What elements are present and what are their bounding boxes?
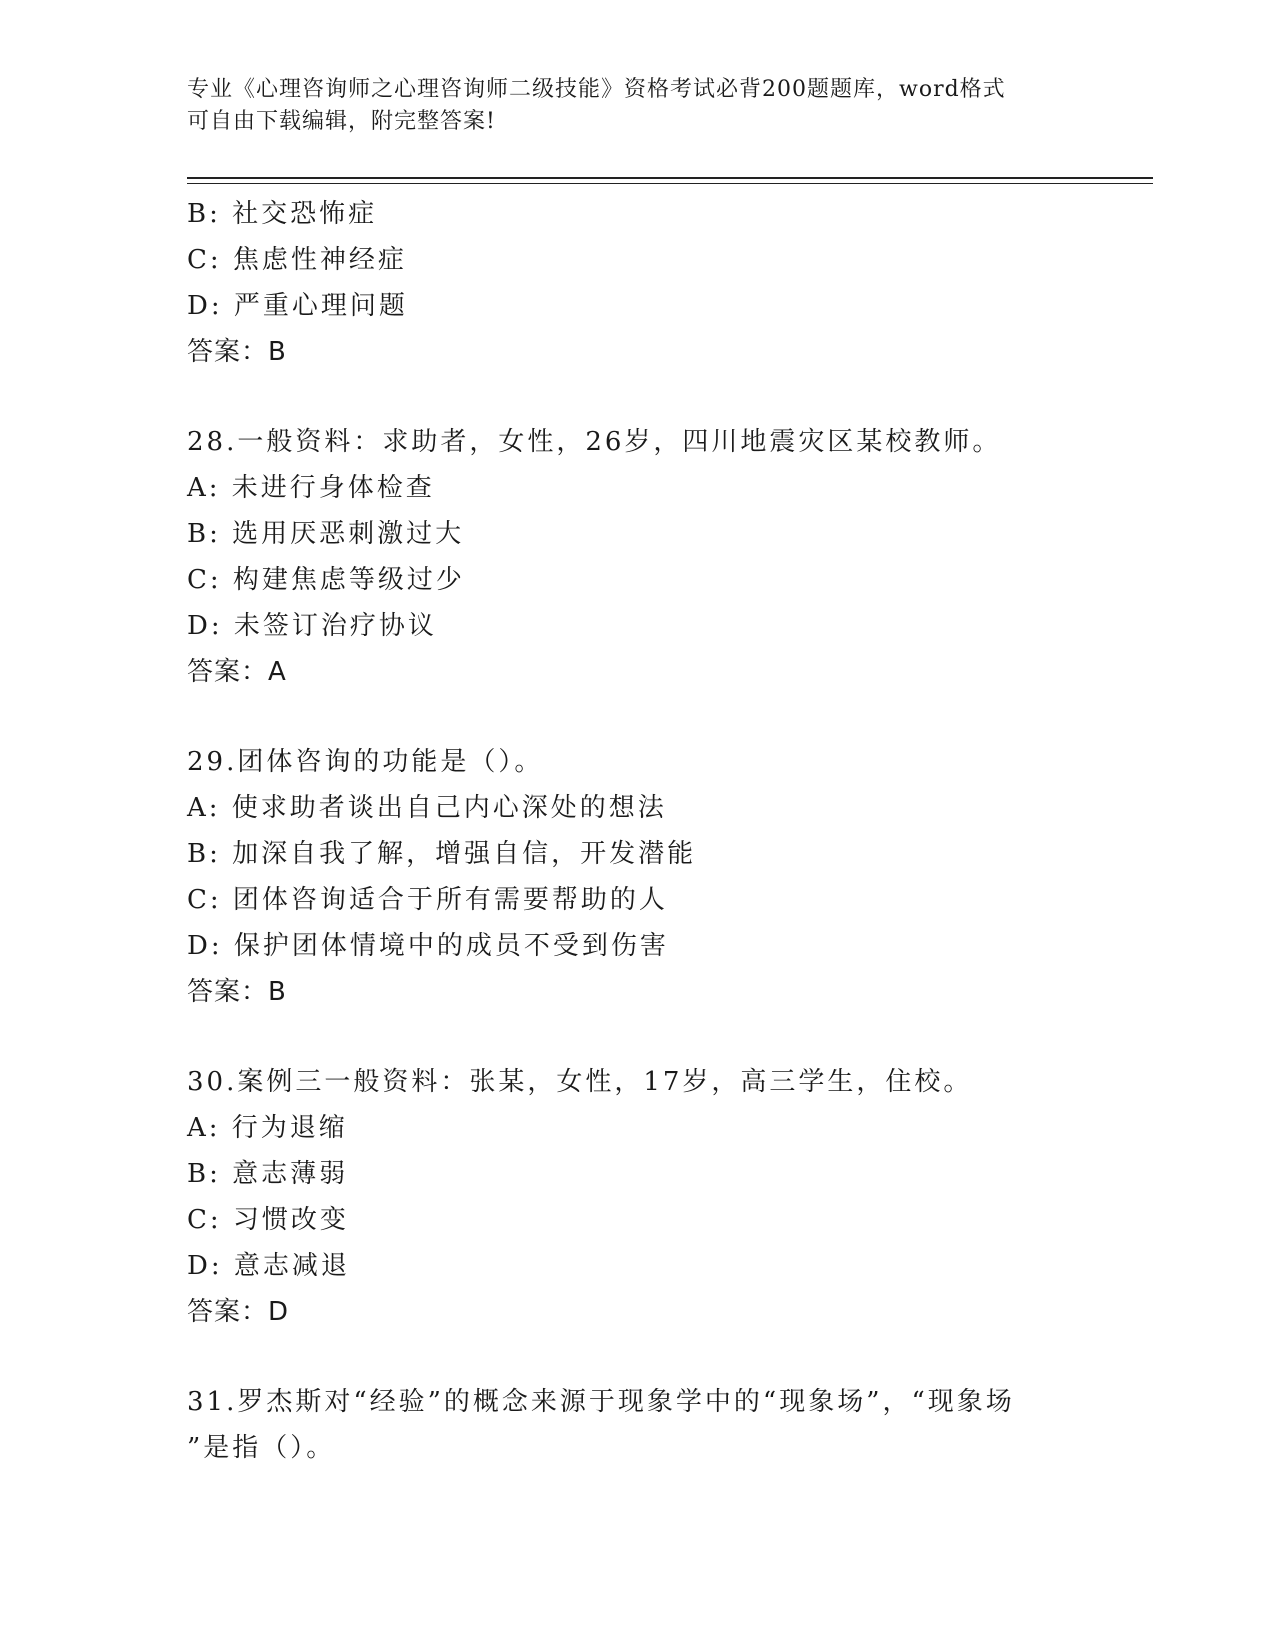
answer-line: 答案：B <box>187 977 287 1007</box>
document-header <box>187 74 1087 138</box>
header-title-line-1: 专业《心理咨询师之心理咨询师二级技能》资格考试必背200题题库，word格式 <box>187 77 1006 102</box>
option-d: D: 意志减退 <box>187 1251 350 1281</box>
option-c: C: 焦虑性神经症 <box>187 245 407 275</box>
answer-line: 答案：A <box>187 657 287 687</box>
question-31 <box>187 1379 1153 1471</box>
option-b: B: 社交恐怖症 <box>187 199 378 229</box>
header-divider-thick <box>187 177 1153 179</box>
option-d: D: 未签订治疗协议 <box>187 611 437 641</box>
question-text-line-1: 31.罗杰斯对“经验”的概念来源于现象学中的“现象场”，“现象场 <box>187 1387 1015 1417</box>
option-d: D: 严重心理问题 <box>187 291 408 321</box>
question-text: 28.一般资料：求助者，女性，26岁，四川地震灾区某校教师。 <box>187 427 1002 457</box>
question-30 <box>187 1059 1153 1335</box>
question-27-continuation <box>187 191 1153 375</box>
option-c: C: 团体咨询适合于所有需要帮助的人 <box>187 885 668 915</box>
question-28 <box>187 419 1153 695</box>
header-title-line-2: 可自由下载编辑，附完整答案! <box>187 109 496 134</box>
option-c: C: 构建焦虑等级过少 <box>187 565 465 595</box>
header-divider-thin <box>187 183 1153 184</box>
option-b: B: 选用厌恶刺激过大 <box>187 519 465 549</box>
option-d: D: 保护团体情境中的成员不受到伤害 <box>187 931 669 961</box>
question-text: 30.案例三一般资料：张某，女性，17岁，高三学生，住校。 <box>187 1067 973 1097</box>
option-a: A: 使求助者谈出自己内心深处的想法 <box>187 793 667 823</box>
option-b: B: 加深自我了解，增强自信，开发潜能 <box>187 839 697 869</box>
question-list <box>187 191 1153 1471</box>
answer-line: 答案：D <box>187 1297 290 1327</box>
question-29 <box>187 739 1153 1015</box>
answer-line: 答案：B <box>187 337 287 367</box>
question-text-line-2: ”是指（）。 <box>187 1433 336 1463</box>
option-a: A: 行为退缩 <box>187 1113 348 1143</box>
question-text: 29.团体咨询的功能是（）。 <box>187 747 544 777</box>
option-c: C: 习惯改变 <box>187 1205 349 1235</box>
option-b: B: 意志薄弱 <box>187 1159 349 1189</box>
option-a: A: 未进行身体检查 <box>187 473 435 503</box>
